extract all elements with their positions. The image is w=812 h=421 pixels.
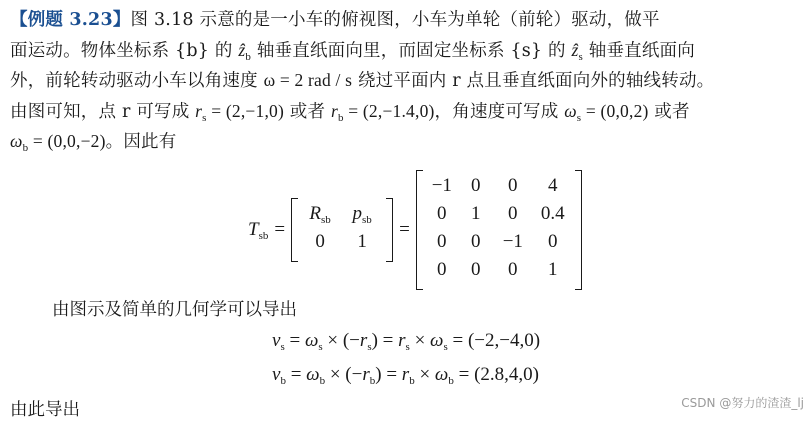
wb-value: = (0,0,−2) — [28, 131, 106, 151]
matrix-cell: 0 — [471, 259, 481, 280]
line2-text-a: 面运动。物体坐标系 {b} 的 — [10, 40, 239, 61]
matrix-cell: −1 — [431, 175, 452, 196]
paragraph-line-5 — [10, 127, 806, 158]
equation-vs: $v_s = \omega_s \times (-r_s) = r_s \times \omega_s = (-2,-4,0)$ — [272, 330, 541, 353]
equals-sign-2: = — [399, 219, 410, 240]
example-label: 【例题 3.23】 — [10, 10, 131, 30]
line2-text-b: 轴垂直纸面向里，而固定坐标系 {s} 的 — [251, 40, 572, 61]
equation-vb: $v_b = \omega_b \times (-r_b) = r_b \times \omega_b = (2.8,4,0)$ — [272, 364, 539, 387]
rb-symbol: $r_b$ — [330, 100, 344, 124]
matrix-cell: 0 — [548, 231, 558, 252]
matrix-cell: 1 — [357, 231, 367, 252]
line1-text: 图 3.18 示意的是一小车的俯视图，小车为单轮（前轮）驱动，做平 — [130, 10, 660, 30]
line4-text-a: 由图可知，点 r 可写成 — [10, 101, 196, 122]
line4-text-b: ，角速度可写成 — [434, 101, 565, 122]
vb-result: (2.8,4,0) — [474, 364, 539, 385]
block-matrix — [291, 198, 393, 262]
matrix-cell: 4 — [548, 175, 558, 196]
line5-text: 。因此有 — [105, 132, 177, 152]
matrix-cell: 0 — [437, 231, 447, 252]
matrix-cell: 0 — [508, 175, 518, 196]
paragraph-line-1 — [10, 6, 806, 36]
matrix-cell-R: $R_{sb}$ — [309, 203, 331, 226]
equals-sign-1: = — [274, 219, 286, 240]
matrix-cell: 0 — [508, 259, 518, 280]
ws-value: = (0,0,2) — [581, 100, 649, 121]
zs-hat: ẑ$_s$ — [571, 39, 583, 63]
watermark: CSDN @努力的渣渣_lj — [681, 396, 804, 410]
matrix-cell: 0.4 — [540, 203, 565, 224]
paragraph-line-4 — [10, 97, 806, 128]
line2-text-c: 轴垂直纸面向 — [582, 40, 695, 61]
rs-value: = (2,−1,0) — [206, 100, 285, 121]
line4-or: 或者 — [284, 101, 331, 122]
numeric-matrix-cells — [423, 170, 575, 290]
zb-hat: ẑ$_b$ — [238, 39, 252, 63]
conclude-text: 由此导出 — [10, 400, 80, 420]
matrix-cell: 0 — [437, 203, 447, 224]
ws-symbol: $\omega_s$ — [564, 100, 582, 124]
example-paragraph — [10, 6, 806, 158]
vs-result: (−2,−4,0) — [467, 330, 541, 351]
matrix-cell-p: $p_{sb}$ — [352, 203, 372, 226]
matrix-cell: 0 — [437, 259, 447, 280]
line3-text-b: 绕过平面内 r 点且垂直纸面向外的轴线转动。 — [352, 71, 715, 91]
transform-matrix-equation — [248, 170, 582, 290]
matrix-cell: 0 — [471, 175, 481, 196]
derive-text: 由图示及简单的几何学可以导出 — [52, 300, 297, 320]
line4-or2: 或者 — [648, 101, 690, 122]
paragraph-line-2 — [10, 36, 806, 67]
matrix-cell: 0 — [508, 203, 518, 224]
tsb-symbol: $T_{sb}$ — [248, 219, 269, 242]
rb-value: = (2,−1.4,0) — [343, 100, 435, 121]
wb-symbol: $\omega_b$ — [10, 131, 29, 154]
matrix-cell: −1 — [502, 231, 523, 252]
line3-text-a: 外，前轮转动驱动小车以角速度 — [10, 71, 264, 91]
paragraph-line-3 — [10, 66, 806, 97]
numeric-matrix — [416, 170, 582, 290]
matrix-cell: 1 — [548, 259, 558, 280]
rs-symbol: $r_s$ — [195, 100, 207, 124]
matrix-cell: 0 — [471, 231, 481, 252]
block-matrix-cells — [298, 198, 386, 262]
matrix-cell: 1 — [471, 203, 481, 224]
matrix-cell: 0 — [315, 231, 325, 252]
omega-value: ω = 2 rad / s — [263, 70, 353, 90]
